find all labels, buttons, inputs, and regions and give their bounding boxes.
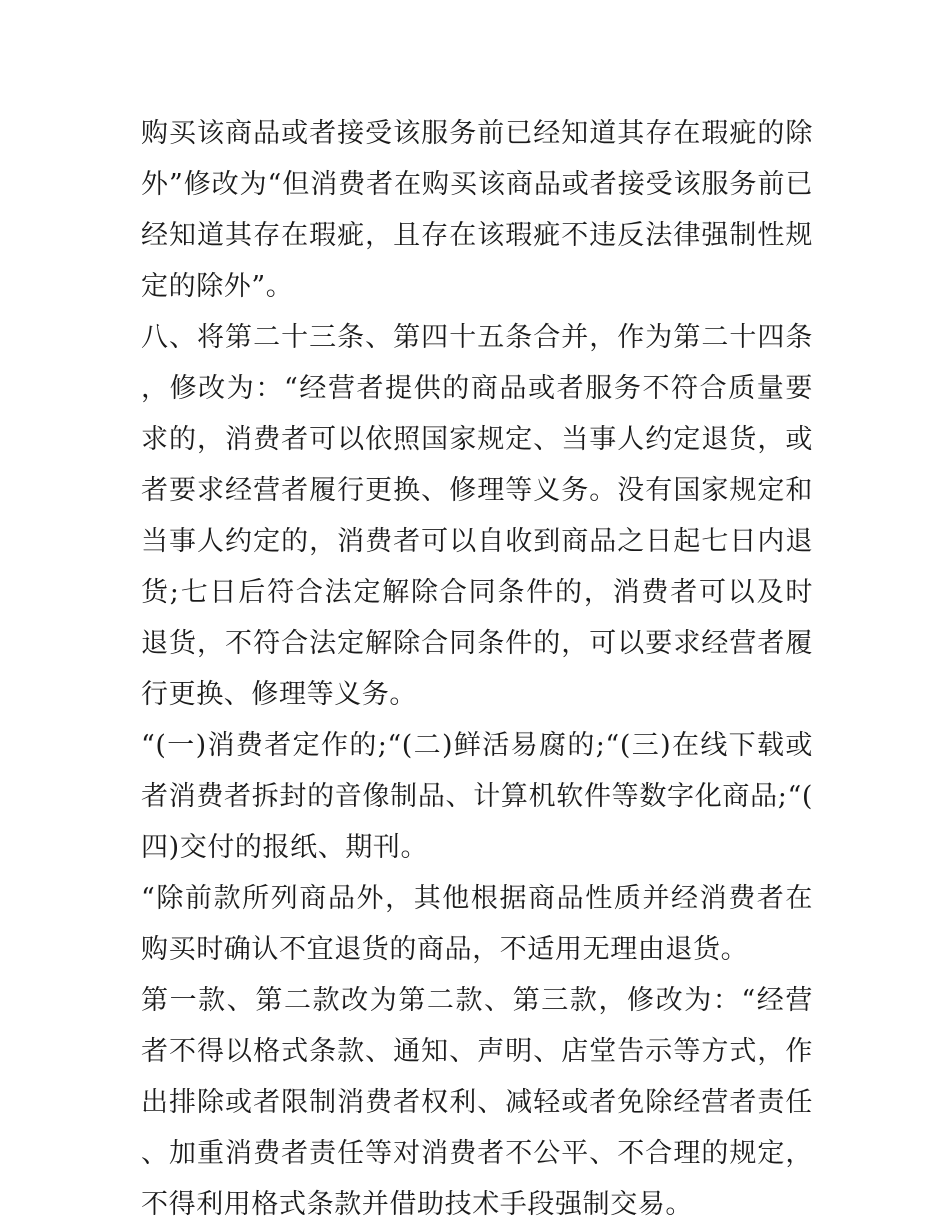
paragraph-3: “(一)消费者定作的;“(二)鲜活易腐的;“(三)在线下载或者消费者拆封的音像制品、计算机软件等数字化商品;“(四)交付的报纸、期刊。 (141, 730, 813, 863)
document-body (141, 108, 813, 1230)
paragraph-4: “除前款所列商品外，其他根据商品性质并经消费者在购买时确认不宜退货的商品，不适用无理由退货。 (141, 883, 813, 965)
paragraph-5: 第一款、第二款改为第二款、第三款，修改为：“经营者不得以格式条款、通知、声明、店堂告示等方式，作出排除或者限制消费者权利、减轻或者免除经营者责任、加重消费者责任等对消费者不公平、不合理的规定，不得利用格式条款并借助技术手段强制交易。 (141, 985, 813, 1220)
paragraph-1: 购买该商品或者接受该服务前已经知道其存在瑕疵的除外”修改为“但消费者在购买该商品或者接受该服务前已经知道其存在瑕疵，且存在该瑕疵不违反法律强制性规定的除外”。 (141, 118, 813, 302)
paragraph-2: 八、将第二十三条、第四十五条合并，作为第二十四条，修改为：“经营者提供的商品或者服务不符合质量要求的，消费者可以依照国家规定、当事人约定退货，或者要求经营者履行更换、修理等义务。没有国家规定和当事人约定的，消费者可以自收到商品之日起七日内退货;七日后符合法定解除合同条件的，消费者可以及时退货，不符合法定解除合同条件的，可以要求经营者履行更换、修理等义务。 (141, 322, 813, 710)
